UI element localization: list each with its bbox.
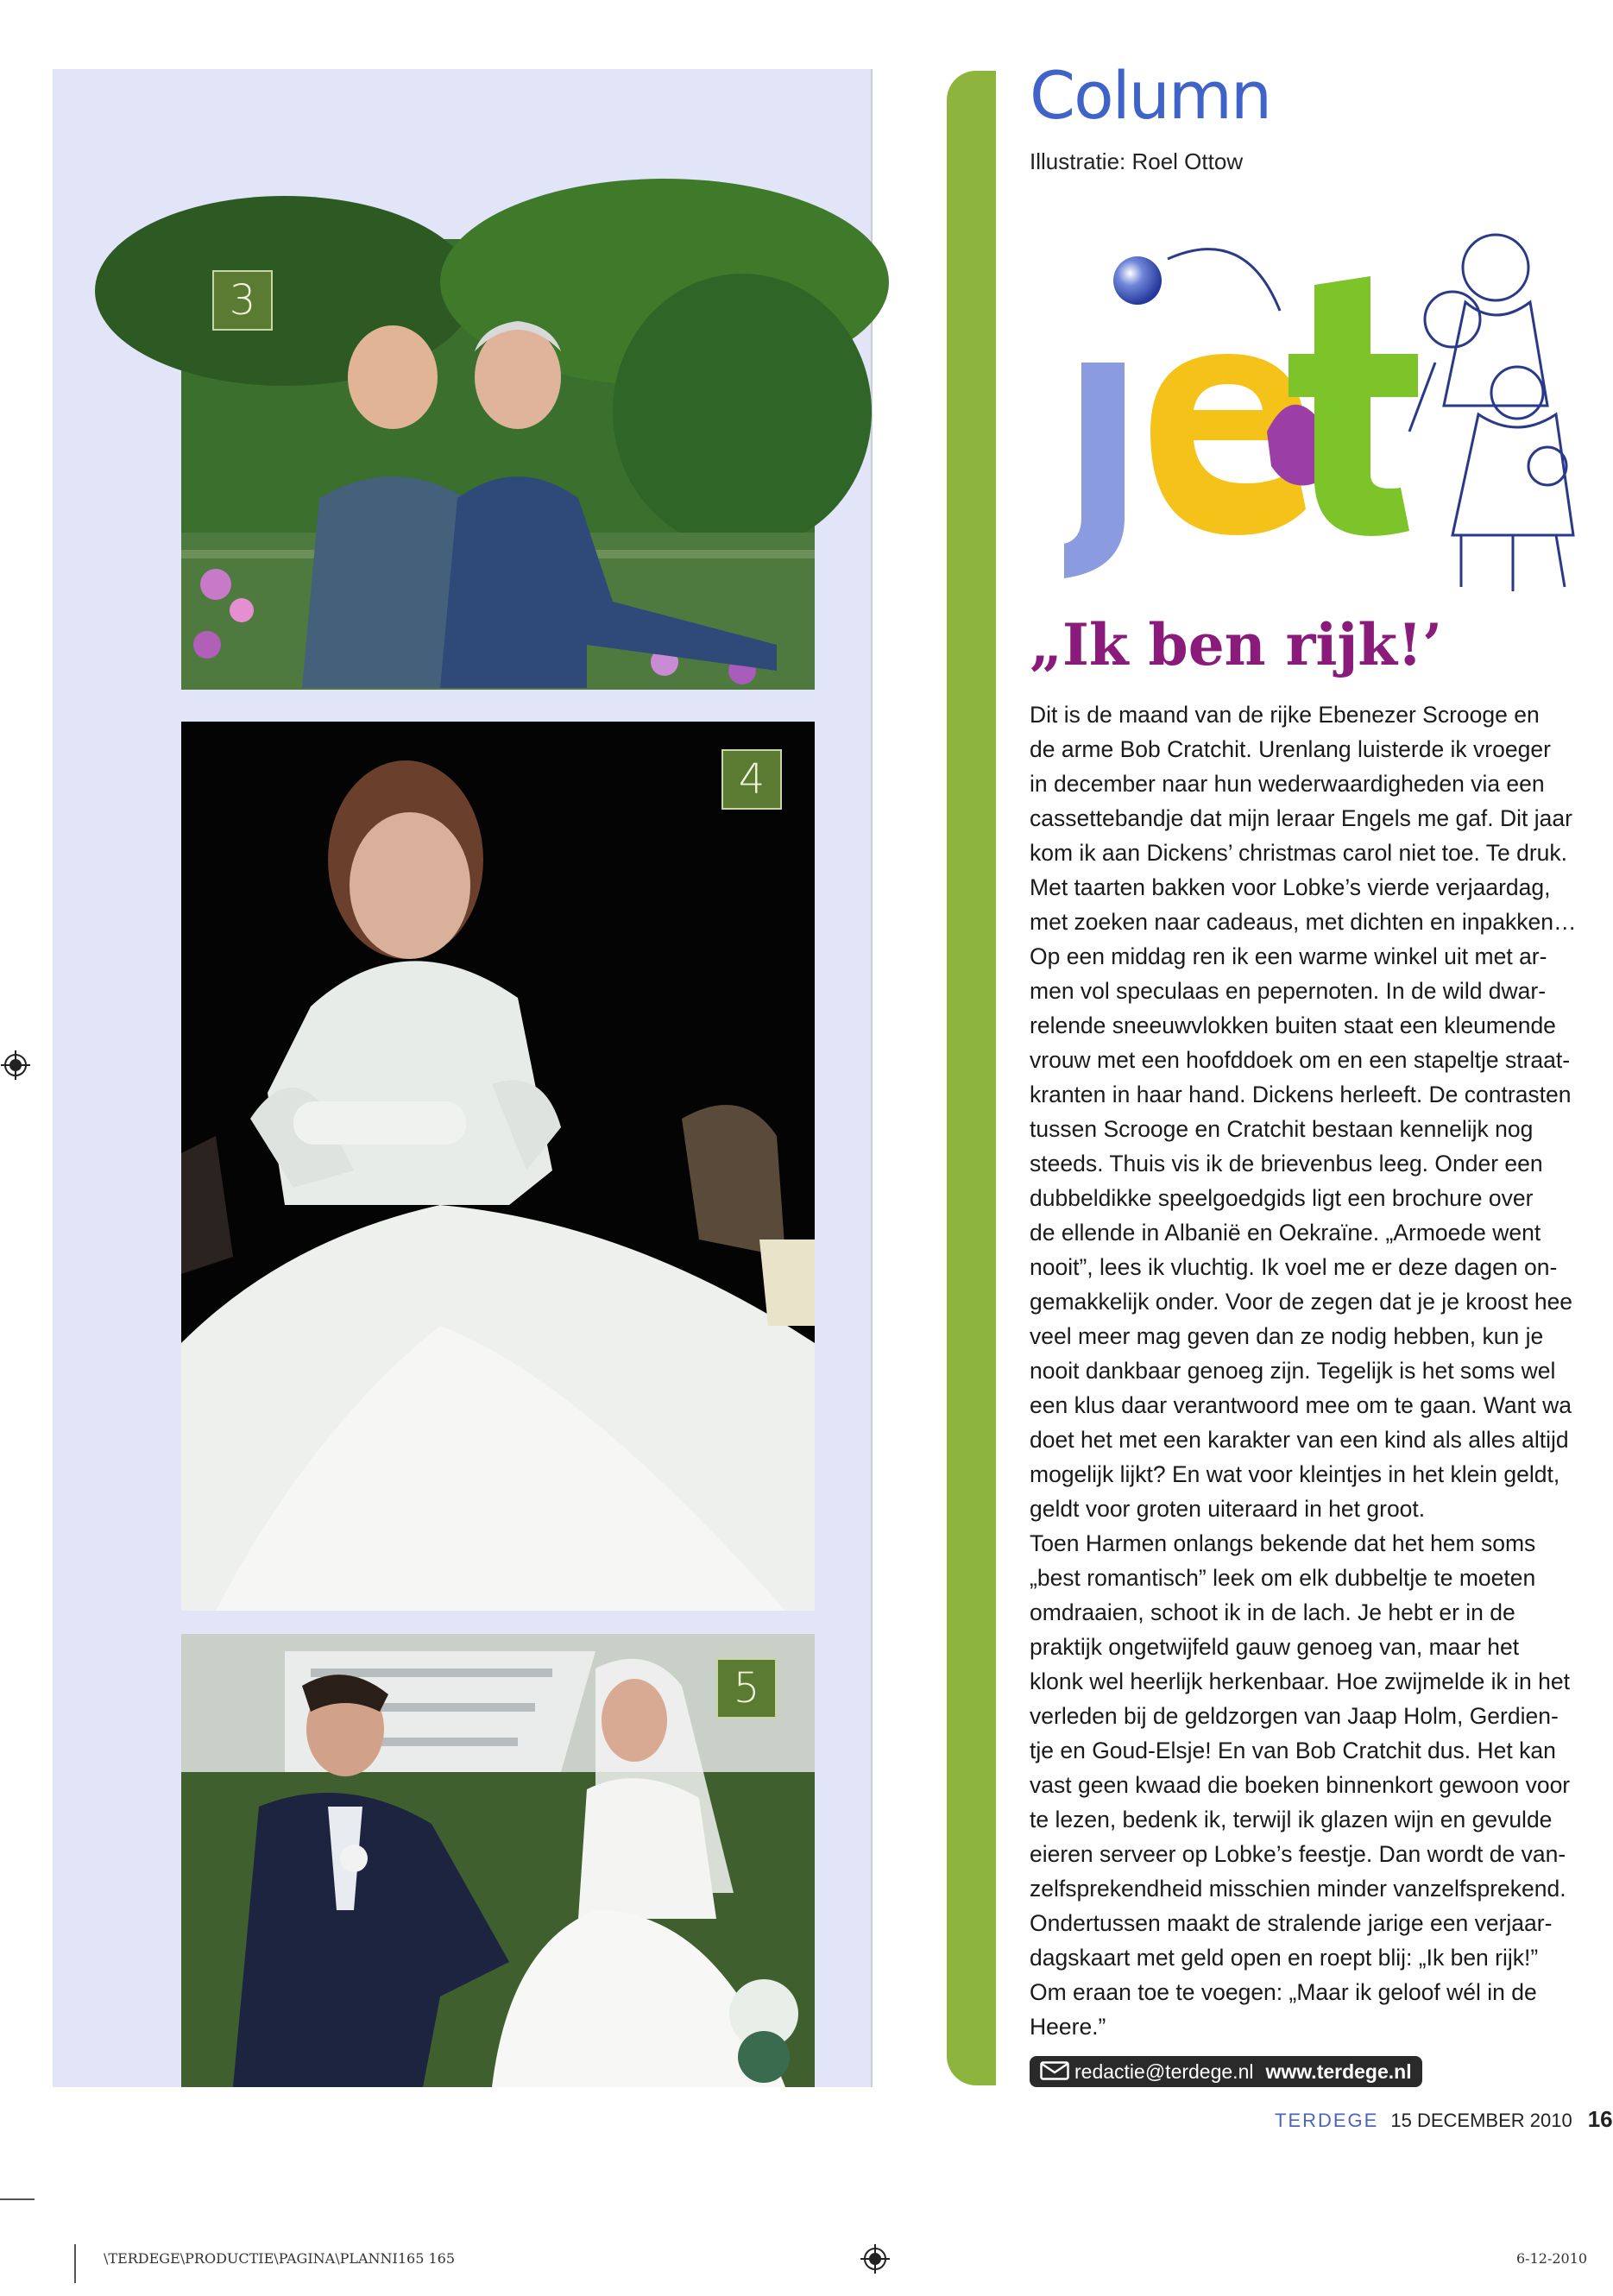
magazine-name: TERDEGE (1275, 2110, 1379, 2131)
article-line: praktijk ongetwijfeld gauw genoeg van, maar het (1030, 1634, 1520, 1660)
print-file-path: \TERDEGE\PRODUCTIE\PAGINA\PLANNI165 165 (104, 2250, 456, 2267)
article-line: te lezen, bedenk ik, terwijl ik glazen wijn en gevulde (1030, 1807, 1553, 1832)
article-line: Met taarten bakken voor Lobke’s vierde verjaardag, (1030, 874, 1551, 900)
photo-girl-in-dress (181, 722, 815, 1611)
registration-mark-icon (1, 1050, 30, 1083)
column-accent-bar (947, 71, 996, 2085)
issue-date: 15 DECEMBER 2010 (1390, 2110, 1572, 2131)
page-footer (1275, 2106, 1613, 2133)
article-line: cassettebandje dat mijn leraar Engels me gaf. Dit jaar (1030, 805, 1572, 831)
article-line: omdraaien, schoot ik in de lach. Je hebt er in de (1030, 1599, 1515, 1625)
article-line: nooit dankbaar genoeg zijn. Tegelijk is het soms wel (1030, 1358, 1556, 1384)
photo-elderly-couple-image (181, 239, 815, 690)
article-line: kranten in haar hand. Dickens herleeft. De contrasten (1030, 1082, 1572, 1107)
article-line: dubbeldikke speelgoedgids ligt een brochure over (1030, 1185, 1534, 1211)
article-line: Om eraan toe te voegen: „Maar ik geloof wél in de (1030, 1979, 1537, 2005)
article-line: in december naar hun wederwaardigheden via een (1030, 771, 1545, 797)
email-link[interactable]: redactie@terdege.nl (1074, 2060, 1254, 2083)
article-line: men vol speculaas en pepernoten. In de wild dwar- (1030, 978, 1547, 1004)
crop-mark (0, 2198, 35, 2200)
article-line: Heere.” (1030, 2014, 1106, 2040)
photo-4-number-badge: 4 (721, 749, 782, 810)
photo-wedding-couple (181, 1634, 815, 2087)
article-line: nooit”, lees ik vluchtig. Ik voel me er deze dagen on- (1030, 1254, 1558, 1280)
article-title: „Ik ben rijk!’ (1030, 611, 1443, 678)
article-line: Ondertussen maakt de stralende jarige een verjaar- (1030, 1910, 1553, 1936)
illustration-credit: Illustratie: Roel Ottow (1030, 148, 1244, 174)
contact-bar (1030, 2056, 1422, 2087)
website-link[interactable]: www.terdege.nl (1265, 2060, 1412, 2083)
photo-elderly-couple (181, 239, 815, 690)
jet-logo-graphic (1030, 207, 1592, 604)
article-line: tussen Scrooge en Cratchit bestaan kennelijk nog (1030, 1116, 1534, 1142)
article-line: mogelijk lijkt? En wat voor kleintjes in het klein geldt, (1030, 1461, 1560, 1487)
article-line: zelfsprekendheid misschien minder vanzelfsprekend. (1030, 1876, 1566, 1902)
article-line: steeds. Thuis vis ik de brievenbus leeg. Onder een (1030, 1151, 1543, 1176)
article-line: Toen Harmen onlangs bekende dat het hem soms (1030, 1530, 1536, 1556)
article-line: doet het met een karakter van een kind als alles altijd (1030, 1427, 1569, 1453)
article-line: „best romantisch” leek om elk dubbeltje te moeten (1030, 1565, 1536, 1591)
article-line: dagskaart met geld open en roept blij: „Ik ben rijk!” (1030, 1945, 1539, 1971)
article-line: de ellende in Albanië en Oekraïne. „Armoede went (1030, 1220, 1541, 1246)
article-line: klonk wel heerlijk herkenbaar. Hoe zwijmelde ik in het (1030, 1668, 1570, 1694)
page-number: 16 (1587, 2106, 1613, 2132)
article-line: eieren serveer op Lobke’s feestje. Dan wordt de van- (1030, 1841, 1566, 1867)
crop-mark (74, 2244, 76, 2283)
article-line: vrouw met een hoofddoek om en een stapeltje straat- (1030, 1047, 1571, 1073)
article-body (1030, 697, 1599, 2044)
article-line: tje en Goud-Elsje! En van Bob Cratchit dus. Het kan (1030, 1738, 1556, 1763)
photo-5-number-badge: 5 (716, 1658, 777, 1719)
article-line: verleden bij de geldzorgen van Jaap Holm, Gerdien- (1030, 1703, 1559, 1729)
article-line: geldt voor groten uiteraard in het groot. (1030, 1496, 1426, 1522)
photo-3-number-badge: 3 (212, 270, 273, 331)
column-heading: Column (1030, 57, 1271, 134)
registration-mark-icon (860, 2244, 890, 2277)
article-line: met zoeken naar cadeaus, met dichten en inpakken… (1030, 909, 1577, 935)
mail-icon (1040, 2058, 1069, 2089)
article-line: gemakkelijk onder. Voor de zegen dat je je kroost hee (1030, 1289, 1573, 1315)
article-line: Dit is de maand van de rijke Ebenezer Scrooge en (1030, 702, 1540, 728)
jet-logo-illustration (1030, 207, 1592, 604)
article-line: relende sneeuwvlokken buiten staat een kleumende (1030, 1012, 1556, 1038)
photo-girl-in-dress-image (181, 722, 815, 1611)
article-line: veel meer mag geven dan ze nodig hebben, kun je (1030, 1323, 1544, 1349)
article-line: kom ik aan Dickens’ christmas carol niet toe. Te druk. (1030, 840, 1567, 866)
article-line: de arme Bob Cratchit. Urenlang luisterde ik vroeger (1030, 736, 1551, 762)
print-date: 6-12-2010 (1516, 2250, 1588, 2267)
article-line: een klus daar verantwoord mee om te gaan. Want wa (1030, 1392, 1572, 1418)
article-line: vast geen kwaad die boeken binnenkort gewoon voor (1030, 1772, 1571, 1798)
article-line: Op een middag ren ik een warme winkel uit met ar- (1030, 943, 1547, 969)
